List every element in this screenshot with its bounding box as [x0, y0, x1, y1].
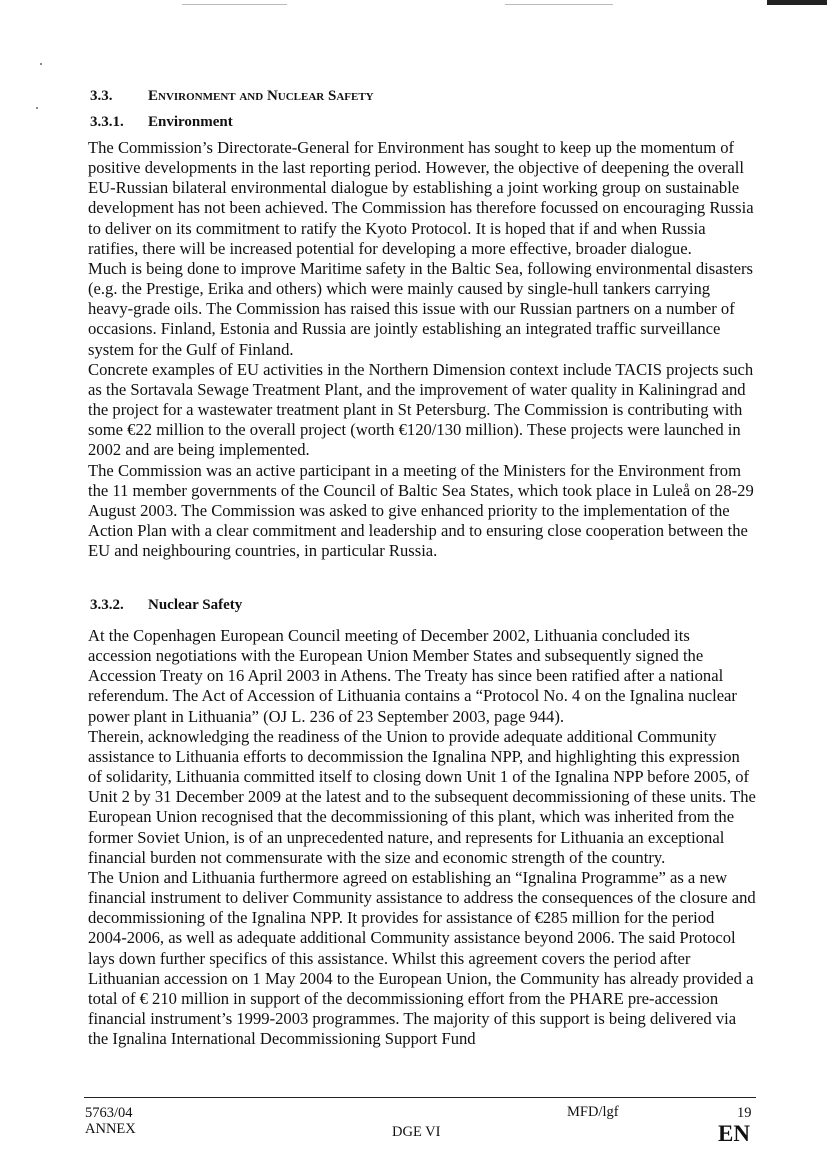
- top-rule-right: [505, 4, 613, 5]
- section-title: Environment: [148, 114, 233, 130]
- corner-mark: [767, 0, 827, 5]
- footer-directorate: DGE VI: [392, 1124, 441, 1140]
- section-number: 3.3.: [90, 88, 113, 104]
- scan-speck: [40, 63, 42, 65]
- paragraph: Much is being done to improve Maritime safety in the Baltic Sea, following environmental disasters (e.g. the Prestige, Erika and others) which were mainly caused by single-hull tankers carrying heavy-grade oils. The Commission has raised this issue with our Russian partners on a number of occasions. Finland, Estonia and Russia are jointly establishing an integrated traffic surveillance system for the Gulf of Finland.: [88, 258, 753, 359]
- footer-rule: [84, 1097, 756, 1098]
- section-number: 3.3.2.: [90, 597, 124, 613]
- section-number: 3.3.1.: [90, 114, 124, 130]
- footer-doc-number: 5763/04: [85, 1105, 133, 1121]
- top-rule-left: [182, 4, 287, 5]
- footer-annex: ANNEX: [85, 1121, 136, 1137]
- nuclear-safety-text: [88, 626, 756, 1049]
- footer-page-number: 19: [737, 1105, 752, 1121]
- heading-section-3-3-1: [90, 114, 233, 131]
- paragraph: The Union and Lithuania furthermore agreed on establishing an “Ignalina Programme” as a new financial instrument to deliver Community assistance to address the consequences of the closure and decommissioning of the Ignalina NPP. It provides for assistance of €285 million for the period 2004-2006, as well as adequate additional Community assistance beyond 2006. The said Protocol lays down further specifics of this assistance. Whilst this agreement covers the period after Lithuanian accession on 1 May 2004 to the European Union, the Community has already provided a total of € 210 million in support of the decommissioning effort from the PHARE pre-accession financial instrument’s 1999-2003 programmes. The majority of this support is being delivered via the Ignalina International Decommissioning Support Fund: [88, 867, 756, 1049]
- footer-initials: MFD/lgf: [567, 1104, 619, 1120]
- section-title: Nuclear Safety: [148, 597, 243, 613]
- paragraph: Concrete examples of EU activities in the Northern Dimension context include TACIS projects such as the Sortavala Sewage Treatment Plant, and the improvement of water quality in Kaliningrad and the project for a wastewater treatment plant in St Petersburg. The Commission is contributing with some €22 million to the overall project (worth €120/130 million). These projects were launched in 2002 and are being implemented.: [88, 359, 754, 460]
- scan-speck: [36, 107, 38, 109]
- footer-language: EN: [718, 1121, 750, 1146]
- section-title: Environment and Nuclear Safety: [148, 88, 374, 104]
- paragraph: Therein, acknowledging the readiness of the Union to provide adequate additional Community assistance to Lithuania efforts to decommission the Ignalina NPP, and highlighting this expression of solidarity, Lithuania committed itself to closing down Unit 1 of the Ignalina NPP before 2005, of Unit 2 by 31 December 2009 at the latest and to the subsequent decommissioning of these units. The European Union recognised that the decommissioning of this plant, which was inherited from the former Soviet Union, is of an unprecedented nature, and represents for Lithuania an exceptional financial burden not commensurate with the size and economic strength of the country.: [88, 726, 756, 867]
- paragraph: The Commission was an active participant in a meeting of the Ministers for the Environment from the 11 member governments of the Council of Baltic Sea States, which took place in Luleå on 28-29 August 2003. The Commission was asked to give enhanced priority to the implementation of the Action Plan with a clear commitment and leadership and to ensuring close cooperation between the EU and neighbouring countries, in particular Russia.: [88, 460, 754, 561]
- paragraph: The Commission’s Directorate-General for Environment has sought to keep up the momentum of positive developments in the last reporting period. However, the objective of deepening the overall EU-Russian bilateral environmental dialogue by establishing a joint working group on sustainable development has not been achieved. The Commission has therefore focussed on encouraging Russia to deliver on its commitment to ratify the Kyoto Protocol. It is hoped that if and when Russia ratifies, there will be increased potential for developing a more effective, broader dialogue.: [88, 138, 754, 258]
- heading-section-3-3-2: [90, 597, 242, 614]
- environment-text: [88, 138, 756, 561]
- paragraph: At the Copenhagen European Council meeting of December 2002, Lithuania concluded its accession negotiations with the European Union Member States and subsequently signed the Accession Treaty on 16 April 2003 in Athens. The Treaty has since been ratified after a national referendum. The Act of Accession of Lithuania contains a “Protocol No. 4 on the Ignalina nuclear power plant in Lithuania” (OJ L. 236 of 23 September 2003, page 944).: [88, 626, 737, 726]
- heading-section-3-3: [90, 88, 374, 105]
